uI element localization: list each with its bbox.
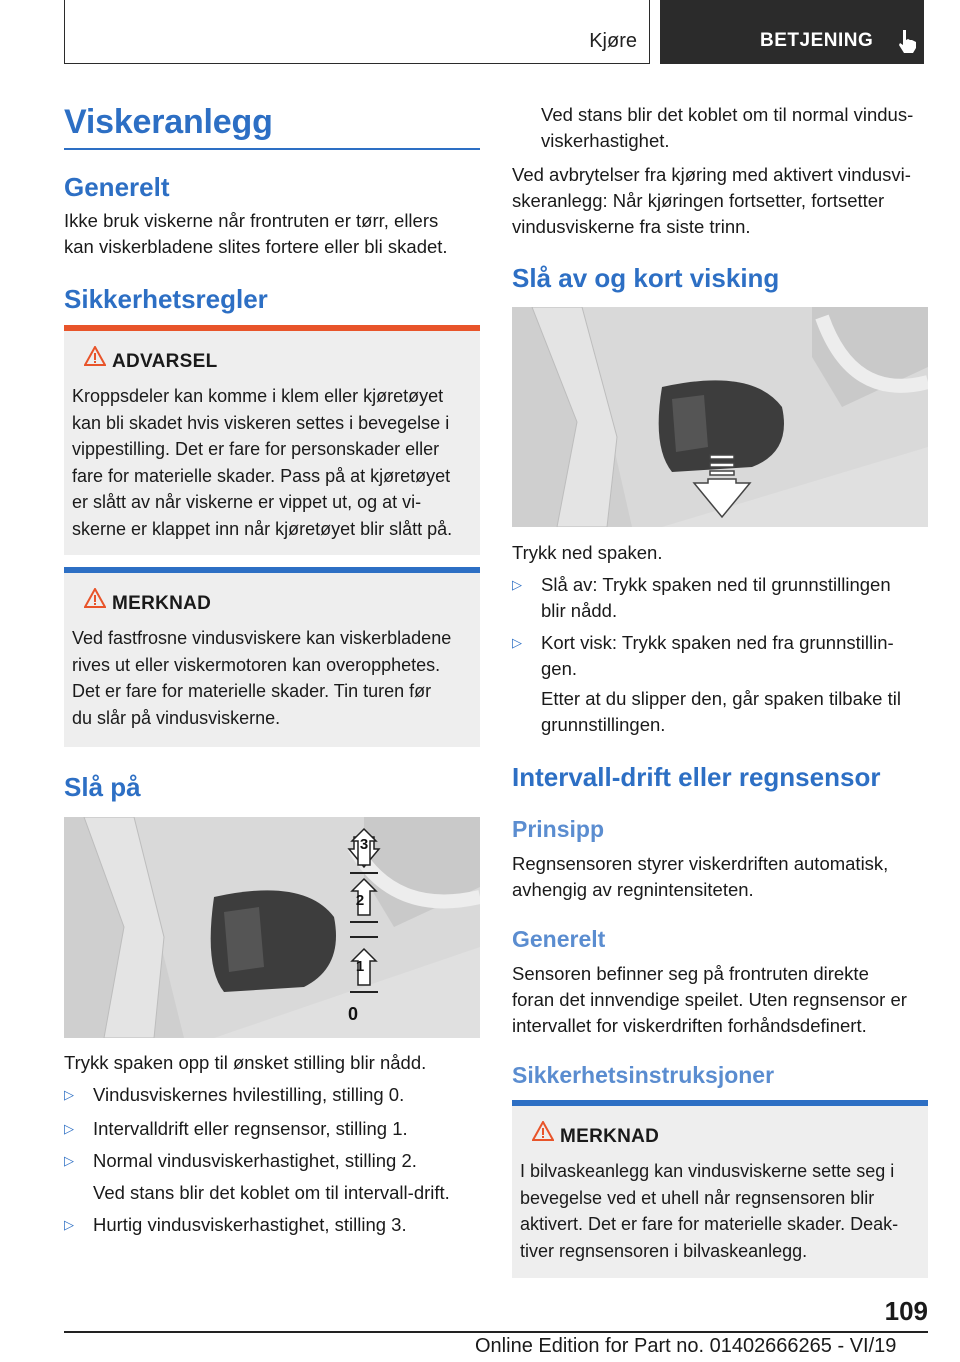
warning-line: skerne er klappet inn når kjøretøyet blir slått på. [72,518,453,539]
chapter-tab[interactable] [660,0,924,64]
after-fig-text: Trykk spaken opp til ønsket stilling blir nådd. [64,1052,427,1073]
warning-triangle-icon [84,346,106,366]
interval-heading: Intervall-drift eller regnsensor [512,762,881,792]
chapter-tab-label: BETJENING [760,30,874,51]
position-label-0: 0 [347,1004,359,1024]
list-item-text: Hurtig vindusviskerhastighet, stilling 3. [93,1214,407,1235]
list-item-text: Vindusviskernes hvilestilling, stilling 0. [93,1084,405,1105]
notice-box [512,1100,928,1278]
bullet-triangle-icon: ▷ [64,1087,74,1102]
notice-bar [64,567,480,573]
warning-triangle-icon [84,588,106,608]
switch-on-heading: Slå på [64,772,141,802]
warning-triangle-icon [532,1121,554,1141]
list-item-text [541,572,891,624]
edition-text: Online Edition for Part no. 01402666265 - VI/19 [475,1335,897,1357]
list-item-text: Intervalldrift eller regnsensor, stilling 1. [93,1118,408,1139]
list-item-line: gen. [541,658,578,679]
list-item [512,630,928,682]
section-tab-label: Kjøre [589,30,637,52]
warning-bar [64,325,480,331]
warning-line: Kroppsdeler kan komme i klem eller kjøretøyet [72,386,444,406]
safety-instructions-heading: Sikkerhetsinstruksjoner [512,1062,775,1088]
interrupt-line-1: Ved avbrytelser fra kjøring med aktivert vindusvi- [512,164,911,185]
bullet-triangle-icon: ▷ [512,577,522,592]
principle-heading: Prinsipp [512,816,605,842]
warning-box [64,325,480,555]
warning-line: vippestilling. Det er fare for personskader eller [72,439,440,459]
generelt-heading: Generelt [64,172,170,202]
notice-line: I bilvaskeanlegg kan vindusviskerne sette seg i [520,1161,895,1181]
notice-body [520,1158,922,1264]
page-number: 109 [884,1296,928,1326]
list-item [64,1082,480,1108]
off-heading: Slå av og kort visking [512,263,780,293]
interrupt-line-3: vindusviskerne fra siste trinn. [512,216,751,237]
position-label-1: 1 [355,958,365,975]
page-title: Viskeranlegg [64,103,273,141]
notice-line: rives ut eller viskermotoren kan overopphetes. [72,654,441,675]
warning-line: fare for materielle skader. Pass på at kjøretøyet [72,465,451,486]
footer-rule [64,1331,928,1333]
list-item [64,1148,480,1174]
section-tab[interactable] [64,0,650,64]
warning-body [72,383,474,542]
list-item-line: Kort visk: Trykk spaken ned fra grunnstillin- [541,632,894,653]
general-line-2: foran det innvendige speilet. Uten regnsensor er [512,989,907,1010]
notice-line: aktivert. Det er fare for materielle skader. Deak- [520,1214,899,1234]
general-line-3: intervallet for viskerdriften forhåndsdefinert. [512,1015,867,1036]
notice-title: MERKNAD [112,593,212,614]
notice-bar [512,1100,928,1106]
list-item [512,572,928,624]
bullet-triangle-icon: ▷ [64,1153,74,1168]
notice-line: Det er fare for materielle skader. Tin turen før [72,681,432,701]
press-down-text: Trykk ned spaken. [512,542,663,563]
wiper-lever-up-figure [64,817,480,1038]
list-item-text: Normal vindusviskerhastighet, stilling 2. [93,1150,417,1171]
general-heading: Generelt [512,926,606,952]
position-label-2: 2 [355,892,365,909]
cont-line-2: viskerhastighet. [541,130,670,151]
notice-title: MERKNAD [560,1126,660,1147]
pointing-hand-icon [897,28,919,54]
release-line-2: grunnstillingen. [541,714,666,735]
position-label-3: 3 [359,836,369,853]
bullet-triangle-icon: ▷ [512,635,522,650]
generelt-line-2: kan viskerbladene slites fortere eller bli skadet. [64,236,448,257]
list-item-text [541,630,894,682]
bullet-triangle-icon: ▷ [64,1121,74,1136]
warning-line: kan bli skadet hvis viskeren settes i bevegelse i [72,412,450,433]
principle-line-2: avhengig av regnintensiteten. [512,879,754,900]
notice-line: bevegelse ved et uhell når regnsensoren blir [520,1187,875,1208]
notice-body [72,625,474,731]
generelt-line-1: Ikke bruk viskerne når frontruten er tørr, ellers [64,210,439,231]
safety-heading: Sikkerhetsregler [64,284,268,314]
notice-box [64,567,480,747]
bullet-triangle-icon: ▷ [64,1217,74,1232]
list-item-line: Slå av: Trykk spaken ned til grunnstillingen [541,574,891,595]
wiper-lever-down-figure [512,307,928,527]
principle-line-1: Regnsensoren styrer viskerdriften automatisk, [512,853,889,874]
warning-title: ADVARSEL [112,351,218,372]
release-line-1: Etter at du slipper den, går spaken tilbake til [541,688,901,709]
cont-line-1: Ved stans blir det koblet om til normal vindus- [541,104,914,125]
list-item [64,1212,480,1238]
page-header [64,0,924,64]
interrupt-line-2: skeranlegg: Når kjøringen fortsetter, fortsetter [512,190,885,211]
notice-line: du slår på vindusviskerne. [72,707,281,728]
general-line-1: Sensoren befinner seg på frontruten direkte [512,963,869,984]
list-item-subtext: Ved stans blir det koblet om til intervall-drift. [93,1182,450,1203]
title-rule [64,148,480,150]
notice-line: Ved fastfrosne vindusviskere kan viskerbladene [72,628,452,648]
notice-line: tiver regnsensoren i bilvaskeanlegg. [520,1240,808,1261]
warning-line: er slått av når viskerne er vippet ut, og at vi- [72,492,422,512]
list-item-line: blir nådd. [541,600,618,621]
list-item [64,1116,480,1142]
